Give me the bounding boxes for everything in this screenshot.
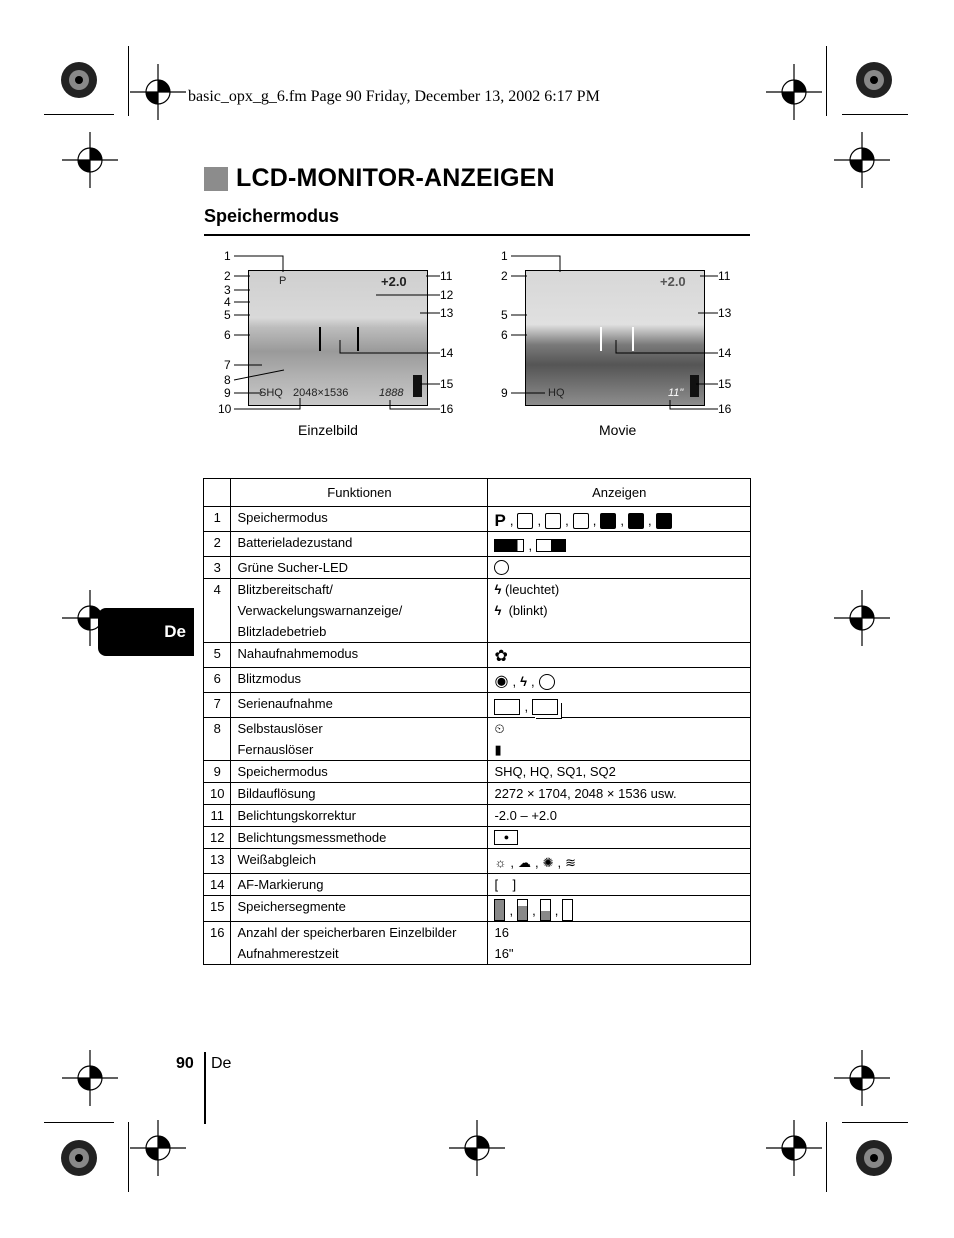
selftimer-icon: ⏲ (494, 721, 505, 736)
row-number: 9 (204, 761, 231, 783)
row-number: 2 (204, 532, 231, 557)
callout-number: 1 (224, 249, 231, 263)
table-row (204, 922, 751, 965)
row-function: Belichtungskorrektur (231, 805, 488, 827)
selfportrait-icon (656, 513, 672, 529)
row-number: 16 (204, 922, 231, 965)
led-icon (494, 560, 509, 575)
callout-number: 2 (501, 269, 508, 283)
table-row (204, 643, 751, 668)
row-number: 15 (204, 896, 231, 922)
row-function-line: Blitzladebetrieb (237, 624, 327, 639)
time-remaining: 11" (668, 387, 684, 399)
row-indicator: SHQ, HQ, SQ1, SQ2 (488, 761, 751, 783)
callout-number: 15 (440, 377, 454, 391)
row-function (231, 922, 488, 965)
macro-icon: ✿ (494, 648, 508, 665)
section-heading: Speichermodus (204, 206, 340, 226)
row-indicator: 16 16" (488, 922, 751, 965)
memory-full-icon (494, 899, 505, 921)
callout-number: 13 (718, 306, 732, 320)
row-number: 7 (204, 693, 231, 718)
table-row (204, 532, 751, 557)
row-number: 10 (204, 783, 231, 805)
row-number: 3 (204, 557, 231, 579)
row-function (231, 579, 488, 643)
exposure-value: +2.0 (660, 274, 686, 289)
table-row (204, 827, 751, 849)
callout-number: 16 (718, 402, 732, 416)
callout-lines (0, 0, 954, 460)
memory-empty-icon (562, 899, 573, 921)
table-row (204, 579, 751, 643)
callout-number: 9 (224, 386, 231, 400)
callout-number: 11 (718, 269, 731, 283)
flash-icon: ϟ (520, 674, 527, 689)
row-function-line: Aufnahmerestzeit (237, 946, 339, 961)
row-indicator: , (488, 532, 751, 557)
quality-indicator: HQ (548, 387, 565, 399)
row-number: 5 (204, 643, 231, 668)
page-title: LCD-MONITOR-ANZEIGEN (236, 164, 555, 192)
callout-number: 11 (440, 269, 453, 283)
function-table (203, 478, 751, 965)
page-language: De (211, 1055, 232, 1072)
row-indicator: 2272 × 1704, 2048 × 1536 usw. (488, 783, 751, 805)
callout-number: 14 (440, 346, 454, 360)
movie-icon (517, 513, 533, 529)
callout-number: 9 (501, 386, 508, 400)
row-indicator: , , , (488, 896, 751, 922)
row-indicator (488, 718, 751, 761)
callout-number: 12 (440, 288, 454, 302)
callout-number: 8 (224, 373, 231, 387)
memory-3-icon (517, 899, 528, 921)
table-row (204, 557, 751, 579)
callout-number: 15 (718, 377, 732, 391)
flash-blink-label: (blinkt) (508, 603, 548, 618)
row-function: Weißabgleich (231, 849, 488, 874)
row-indicator: , (488, 693, 751, 718)
row-number: 11 (204, 805, 231, 827)
row-number: 13 (204, 849, 231, 874)
row-number: 4 (204, 579, 231, 643)
table-row (204, 783, 751, 805)
callout-number: 14 (718, 346, 732, 360)
callout-number: 7 (224, 358, 231, 372)
table-row (204, 874, 751, 896)
row-indicator (488, 557, 751, 579)
table-row (204, 507, 751, 532)
row-function: Nahaufnahmemodus (231, 643, 488, 668)
row-number: 1 (204, 507, 231, 532)
quality-indicator: SHQ (259, 387, 283, 399)
row-number: 6 (204, 668, 231, 693)
row-function: Bildauflösung (231, 783, 488, 805)
row-function: Belichtungsmessmethode (231, 827, 488, 849)
row-indicator: [ ] (488, 874, 751, 896)
exposure-value: +2.0 (381, 274, 407, 289)
callout-number: 10 (218, 402, 232, 416)
callout-number: 6 (224, 328, 231, 342)
row-number: 8 (204, 718, 231, 761)
page-bar (204, 1052, 206, 1124)
callout-number: 4 (224, 295, 231, 309)
row-function: Blitzmodus (231, 668, 488, 693)
tungsten-icon: ✺ (542, 855, 554, 870)
callout-number: 5 (224, 308, 231, 322)
row-function: Speichersegmente (231, 896, 488, 922)
row-function: Speichermodus (231, 507, 488, 532)
cloudy-icon: ☁ (518, 855, 532, 870)
caption-movie: Movie (599, 422, 637, 438)
row-function-line: Verwackelungswarnanzeige/ (237, 603, 403, 618)
row-indicator: ☼ , ☁ , ✺ , ≋ (488, 849, 751, 874)
row-function: AF-Markierung (231, 874, 488, 896)
memory-2-icon (540, 899, 551, 921)
sunny-icon: ☼ (494, 855, 507, 870)
row-number: 12 (204, 827, 231, 849)
file-header: basic_opx_g_6.fm Page 90 Friday, December 13, 2002 6:17 PM (188, 88, 600, 105)
table-row (204, 849, 751, 874)
redeye-icon: ◉ (494, 673, 509, 690)
scene-icon (573, 513, 589, 529)
row-function-line: Blitzbereitschaft/ (237, 582, 333, 597)
callout-number: 2 (224, 269, 231, 283)
row-function-line: Anzahl der speicherbaren Einzelbilder (237, 925, 457, 940)
row-function-line: Selbstauslöser (237, 721, 323, 736)
remote-icon: ▮ (494, 742, 502, 757)
callout-number: 16 (440, 402, 454, 416)
row-indicator (488, 643, 751, 668)
frame-counter: 1888 (379, 387, 404, 399)
night-icon (628, 513, 644, 529)
row-indicator: P , , , , , , (488, 507, 751, 532)
fluorescent-icon: ≋ (565, 855, 577, 870)
language-tab: De (98, 608, 194, 656)
table-row (204, 896, 751, 922)
mode-indicator: P (279, 275, 287, 287)
row-function: Speichermodus (231, 761, 488, 783)
battery-low-icon (536, 539, 566, 552)
page-number: 90 (176, 1055, 194, 1072)
column-header-functions: Funktionen (231, 479, 488, 507)
table-corner (204, 479, 231, 507)
callout-number: 5 (501, 308, 508, 322)
row-function: Batterieladezustand (231, 532, 488, 557)
table-row (204, 693, 751, 718)
callout-number: 6 (501, 328, 508, 342)
table-row (204, 718, 751, 761)
flash-icon: ϟ (494, 582, 502, 597)
callout-number: 3 (224, 283, 231, 297)
portrait-icon (545, 513, 561, 529)
row-indicator: ◉ , ϟ , (488, 668, 751, 693)
table-row (204, 761, 751, 783)
row-indicator: -2.0 – +2.0 (488, 805, 751, 827)
row-number: 14 (204, 874, 231, 896)
row-function: Grüne Sucher-LED (231, 557, 488, 579)
column-header-indicators: Anzeigen (488, 479, 751, 507)
flash-lit-label: (leuchtet) (504, 582, 560, 597)
table-row (204, 668, 751, 693)
flash-off-icon (539, 674, 555, 690)
resolution-indicator: 2048×1536 (293, 387, 349, 399)
row-function-line: Fernauslöser (237, 742, 314, 757)
flash-icon: ϟ (494, 603, 502, 618)
landscape-icon (600, 513, 616, 529)
callout-number: 1 (501, 249, 508, 263)
sequential-icon (532, 699, 558, 715)
spot-metering-icon: ● (494, 830, 518, 845)
row-function: Serienaufnahme (231, 693, 488, 718)
callout-number: 13 (440, 306, 454, 320)
single-frame-icon (494, 699, 520, 715)
battery-full-icon (494, 539, 524, 552)
table-row (204, 805, 751, 827)
row-function (231, 718, 488, 761)
row-indicator (488, 827, 751, 849)
caption-still: Einzelbild (298, 422, 358, 438)
row-indicator (488, 579, 751, 643)
